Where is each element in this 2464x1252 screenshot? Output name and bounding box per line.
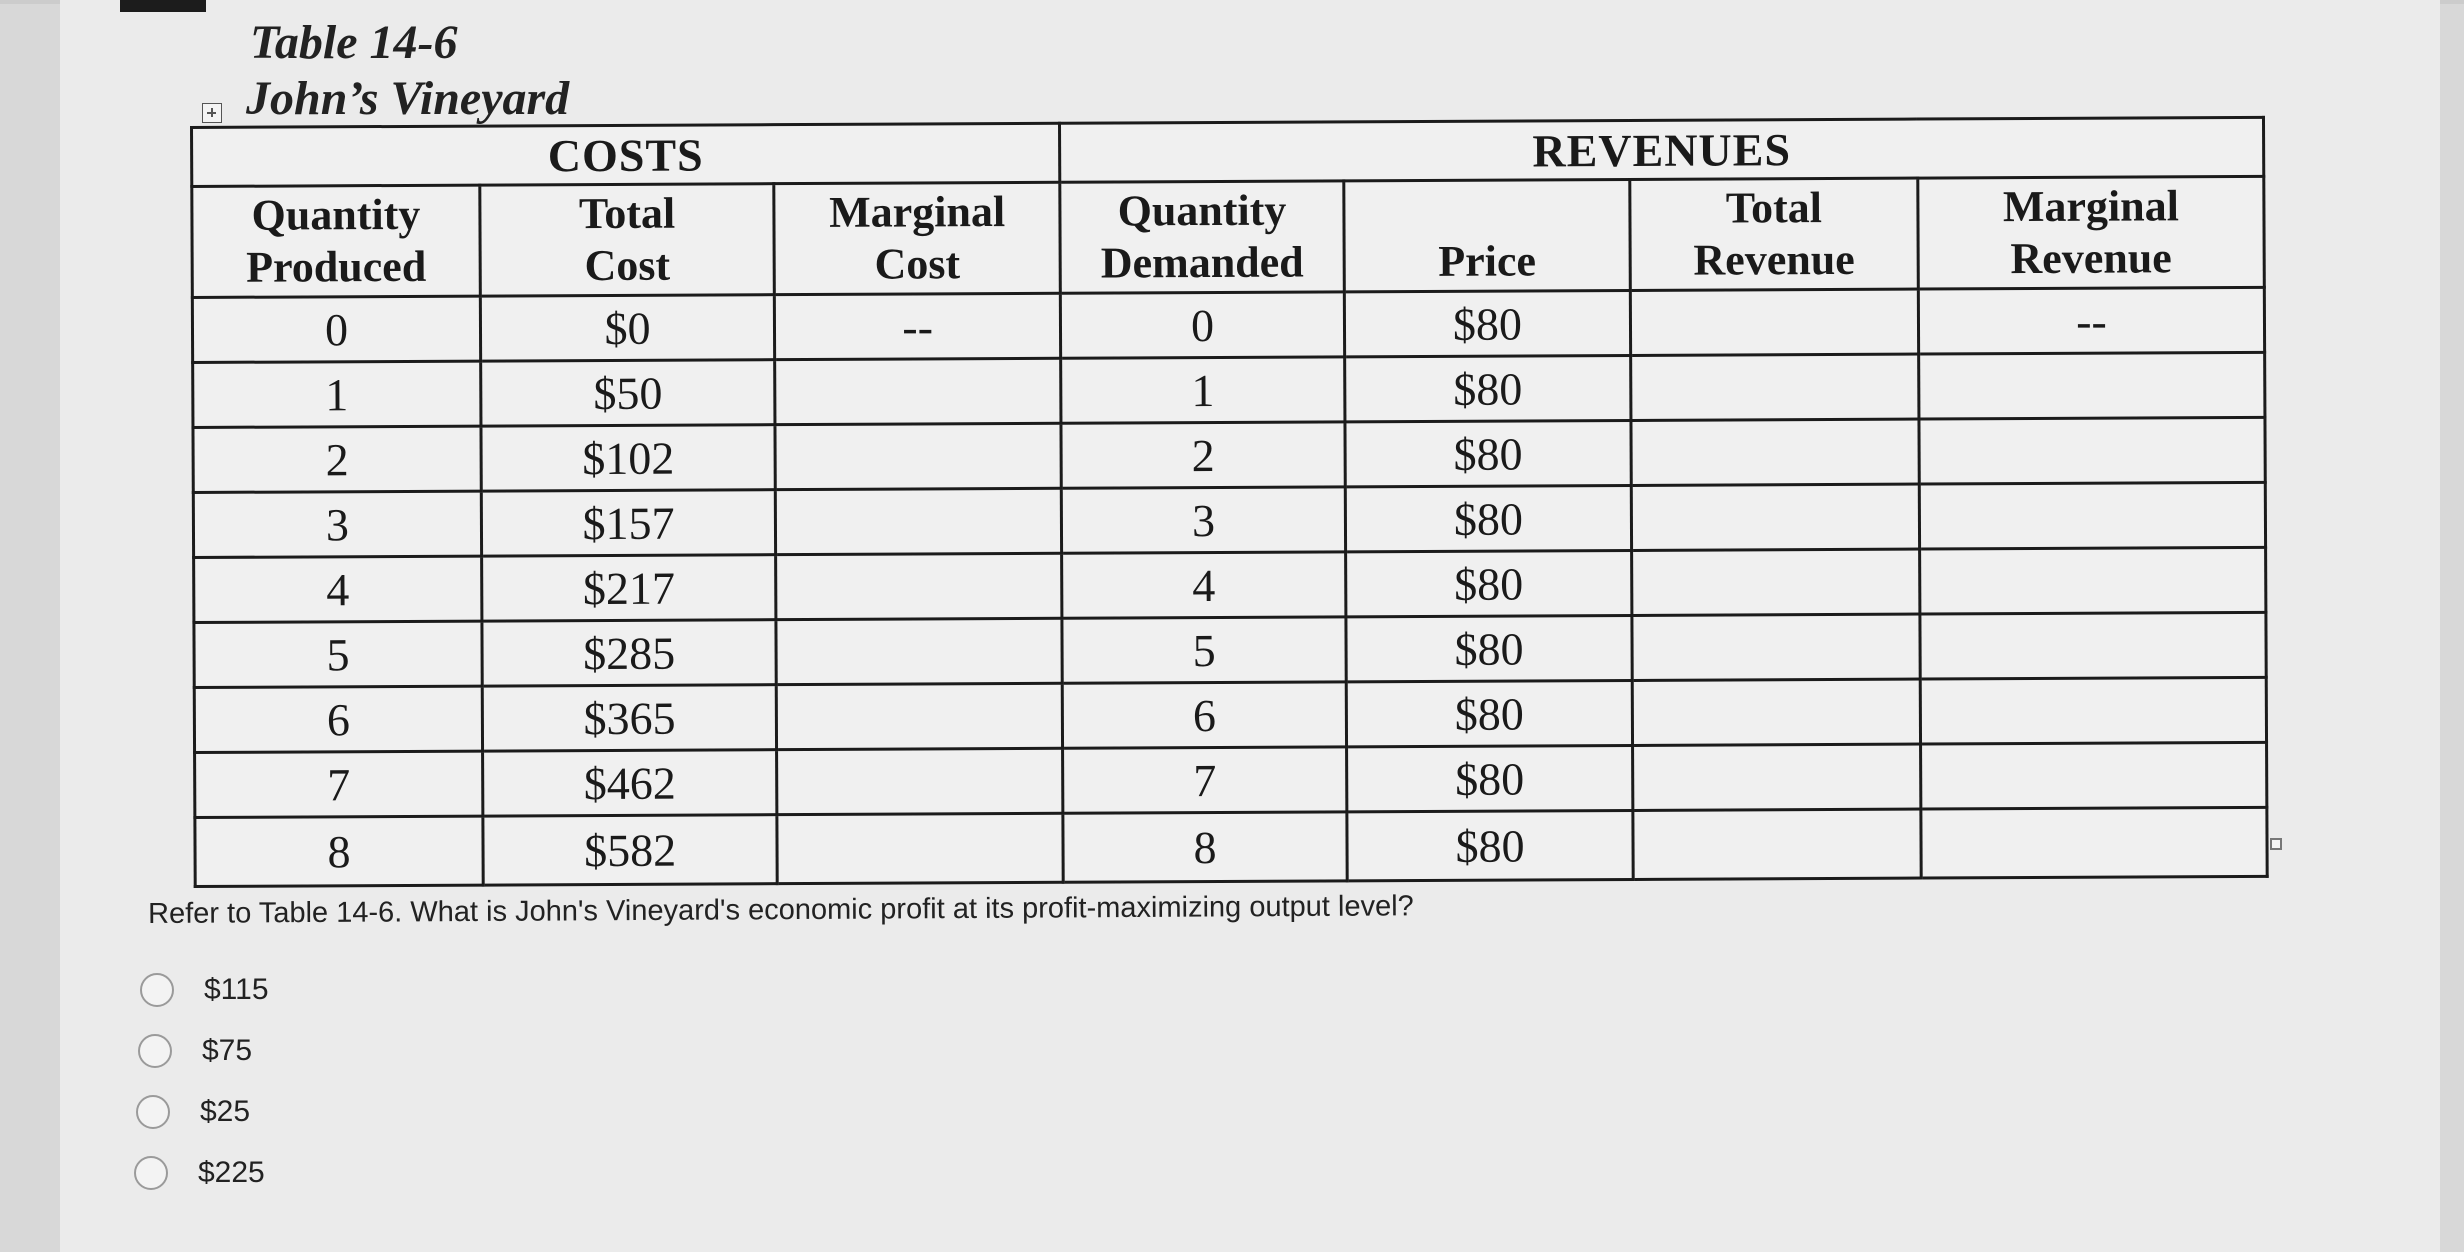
cell-marginal-cost <box>776 618 1062 684</box>
cell-marginal-revenue <box>1921 807 2267 878</box>
cell-total-cost: $582 <box>483 815 778 885</box>
tab-strip <box>120 0 206 12</box>
cell-price: $80 <box>1345 355 1631 421</box>
cell-marginal-revenue <box>1920 612 2266 679</box>
option-label: $75 <box>202 1034 253 1067</box>
cell-total-revenue <box>1632 549 1920 615</box>
data-table <box>190 116 2269 888</box>
cell-marginal-revenue <box>1919 352 2265 419</box>
header-total-revenue <box>1630 178 1919 290</box>
cell-price: $80 <box>1346 615 1632 681</box>
header-line: Marginal <box>2002 181 2179 232</box>
table-row <box>194 547 2266 622</box>
cell-total-revenue <box>1632 614 1920 680</box>
cell-quantity-produced: 1 <box>193 361 481 427</box>
cell-total-cost: $50 <box>481 360 776 426</box>
cell-marginal-revenue <box>1919 482 2265 549</box>
cell-marginal-revenue: -- <box>1918 287 2264 354</box>
cell-quantity-demanded: 8 <box>1063 812 1347 882</box>
costs-group-header: COSTS <box>192 123 1060 186</box>
cell-quantity-demanded: 0 <box>1060 292 1344 358</box>
cell-total-cost: $285 <box>482 620 777 686</box>
header-line: Demanded <box>1100 237 1304 288</box>
cell-price: $80 <box>1347 745 1633 811</box>
option-label: $225 <box>198 1156 265 1189</box>
cell-total-cost: $462 <box>483 750 778 816</box>
table-row <box>193 482 2265 557</box>
expand-icon[interactable] <box>202 103 222 123</box>
cell-total-revenue <box>1633 809 1921 879</box>
table-container <box>190 116 2269 877</box>
cell-total-cost: $157 <box>481 490 776 556</box>
cell-quantity-demanded: 4 <box>1062 552 1346 618</box>
cell-price: $80 <box>1345 420 1631 486</box>
option-label: $115 <box>204 973 269 1006</box>
header-line: Cost <box>584 240 671 291</box>
cell-quantity-produced: 2 <box>193 426 481 492</box>
option-label: $25 <box>200 1095 251 1128</box>
table-subtitle: John’s Vineyard <box>246 72 570 125</box>
answer-option[interactable] <box>136 1090 250 1134</box>
cell-total-revenue <box>1630 289 1918 355</box>
cell-total-cost: $217 <box>482 555 777 621</box>
cell-quantity-produced: 3 <box>193 491 481 557</box>
cell-total-revenue <box>1631 484 1919 550</box>
cell-quantity-demanded: 6 <box>1062 682 1346 748</box>
cell-quantity-demanded: 2 <box>1061 422 1345 488</box>
cell-marginal-cost <box>775 358 1061 424</box>
cell-marginal-cost <box>775 423 1061 489</box>
cell-price: $80 <box>1346 550 1632 616</box>
cell-price: $80 <box>1345 485 1631 551</box>
header-line: Total <box>1725 183 1823 233</box>
header-line: Marginal <box>828 187 1006 237</box>
radio-button[interactable] <box>134 1156 168 1190</box>
table-row <box>195 742 2267 817</box>
answer-option[interactable] <box>134 1151 265 1195</box>
cell-price: $80 <box>1347 810 1633 880</box>
cell-marginal-cost <box>777 813 1063 883</box>
header-line: Revenue <box>2010 233 2172 284</box>
cell-total-revenue <box>1632 744 1920 810</box>
cell-quantity-produced: 0 <box>192 296 480 362</box>
table-row <box>192 287 2264 362</box>
cell-marginal-revenue <box>1920 547 2266 614</box>
cell-marginal-revenue <box>1920 677 2266 744</box>
header-line: Revenue <box>1693 234 1855 285</box>
header-line: Cost <box>874 239 961 289</box>
table-row <box>194 612 2266 687</box>
cell-total-cost: $102 <box>481 425 776 491</box>
question-text: Refer to Table 14-6. What is John's Vineyard's economic profit at its profit-maximizing output level? <box>148 890 1414 930</box>
table-row <box>193 352 2265 427</box>
header-price <box>1344 179 1630 291</box>
cell-total-cost: $0 <box>480 295 775 361</box>
table-row <box>195 807 2267 886</box>
cell-quantity-produced: 8 <box>195 816 483 886</box>
cell-marginal-revenue <box>1919 417 2265 484</box>
cell-marginal-cost: -- <box>775 293 1061 359</box>
radio-button[interactable] <box>140 973 174 1007</box>
answer-option[interactable] <box>140 968 269 1012</box>
header-line: Produced <box>246 241 427 292</box>
header-total-cost <box>480 184 775 296</box>
header-marginal-cost <box>774 182 1060 294</box>
cell-quantity-demanded: 7 <box>1063 747 1347 813</box>
cell-total-revenue <box>1631 419 1919 485</box>
header-quantity-produced <box>192 185 481 297</box>
cell-quantity-produced: 6 <box>194 686 482 752</box>
cell-total-cost: $365 <box>482 685 777 751</box>
radio-button[interactable] <box>138 1034 172 1068</box>
cell-marginal-cost <box>776 683 1062 749</box>
table-row <box>193 417 2265 492</box>
cell-total-revenue <box>1631 354 1919 420</box>
header-line: Quantity <box>251 189 421 240</box>
header-quantity-demanded <box>1060 181 1344 293</box>
header-line: Quantity <box>1117 185 1287 236</box>
cell-marginal-cost <box>776 488 1062 554</box>
header-line: Price <box>1438 236 1537 286</box>
cell-marginal-revenue <box>1920 742 2266 809</box>
table-row <box>194 677 2266 752</box>
revenues-group-header: REVENUES <box>1060 117 2264 182</box>
cell-quantity-produced: 7 <box>195 751 483 817</box>
table-title: Table 14-6 <box>250 16 458 69</box>
header-marginal-revenue <box>1918 176 2265 289</box>
cell-marginal-cost <box>777 748 1063 814</box>
cell-quantity-produced: 5 <box>194 621 482 687</box>
cell-price: $80 <box>1346 680 1632 746</box>
cell-total-revenue <box>1632 679 1920 745</box>
cell-quantity-produced: 4 <box>194 556 482 622</box>
answer-option[interactable] <box>138 1029 252 1073</box>
header-line: Total <box>578 188 676 239</box>
radio-button[interactable] <box>136 1095 170 1129</box>
cell-price: $80 <box>1344 290 1630 356</box>
cell-quantity-demanded: 3 <box>1061 487 1345 553</box>
cell-marginal-cost <box>776 553 1062 619</box>
cell-quantity-demanded: 5 <box>1062 617 1346 683</box>
resize-handle[interactable] <box>2270 838 2282 850</box>
cell-quantity-demanded: 1 <box>1061 357 1345 423</box>
